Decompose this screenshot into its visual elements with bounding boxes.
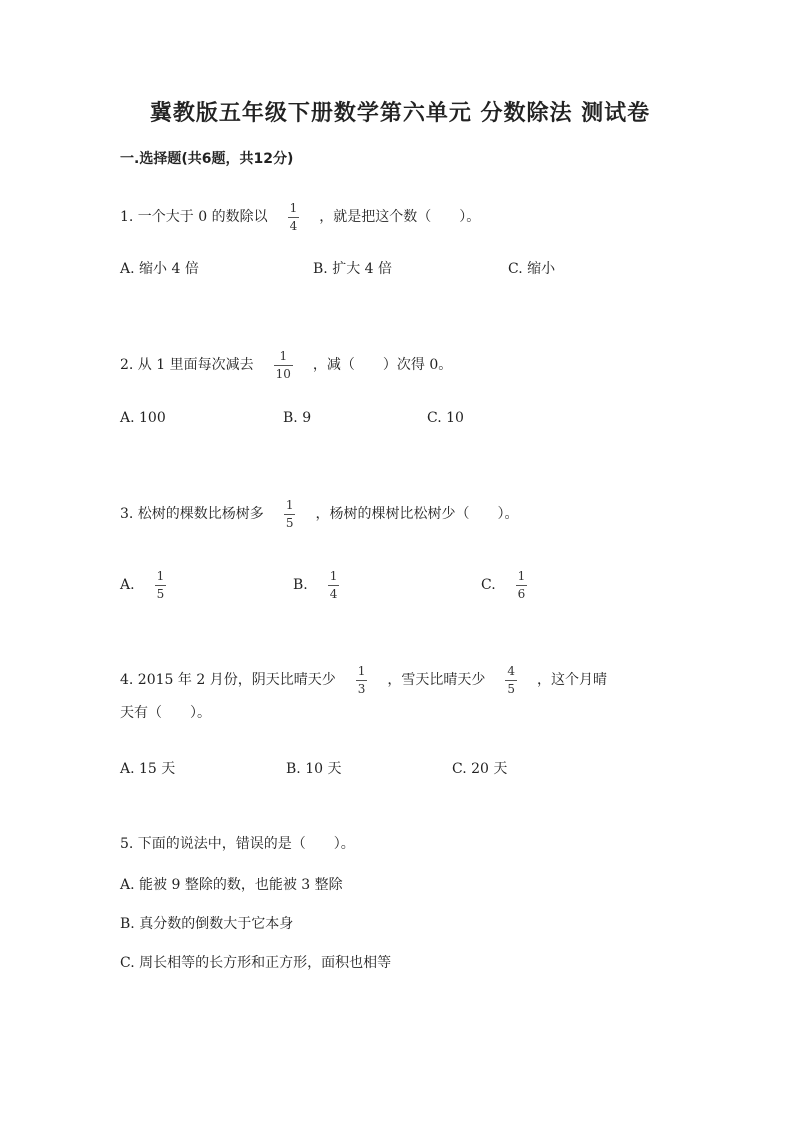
question-3-text-before: 3. 松树的棵数比杨树多 bbox=[120, 506, 264, 522]
fraction-denominator: 3 bbox=[357, 682, 366, 696]
fraction-numerator: 4 bbox=[507, 664, 515, 678]
fraction-denominator: 10 bbox=[275, 367, 291, 381]
fraction-numerator: 1 bbox=[517, 569, 526, 583]
option-fraction bbox=[155, 569, 167, 601]
fraction-denominator: 4 bbox=[329, 587, 338, 601]
question-2-option-c[interactable]: C. 10 bbox=[427, 410, 464, 426]
question-3-option-a[interactable] bbox=[120, 569, 186, 601]
question-5-option-c[interactable]: C. 周长相等的长方形和正方形，面积也相等 bbox=[120, 955, 392, 971]
question-4-option-a[interactable]: A. 15 天 bbox=[120, 761, 176, 777]
fraction-bar bbox=[155, 585, 167, 586]
option-label: C. bbox=[481, 577, 496, 593]
fraction-bar bbox=[284, 514, 296, 515]
fraction-bar bbox=[505, 680, 517, 681]
question-5-option-b[interactable]: B. 真分数的倒数大于它本身 bbox=[120, 916, 294, 932]
question-5-option-a[interactable]: A. 能被 9 整除的数，也能被 3 整除 bbox=[120, 877, 343, 893]
option-label: A. bbox=[120, 577, 135, 593]
fraction-numerator: 1 bbox=[357, 664, 366, 678]
fraction-numerator: 1 bbox=[289, 201, 298, 215]
fraction-numerator: 1 bbox=[156, 569, 165, 583]
question-4-fraction-1 bbox=[356, 664, 368, 696]
option-fraction bbox=[328, 569, 340, 601]
question-4-text-before: 4. 2015 年 2 月份，阴天比晴天少 bbox=[120, 672, 336, 688]
question-1-text-before: 1. 一个大于 0 的数除以 bbox=[120, 209, 268, 225]
question-1-option-a[interactable]: A. 缩小 4 倍 bbox=[120, 261, 199, 277]
question-4-option-c[interactable]: C. 20 天 bbox=[452, 761, 508, 777]
question-1 bbox=[120, 201, 480, 233]
fraction-numerator: 1 bbox=[329, 569, 338, 583]
question-1-fraction bbox=[288, 201, 300, 233]
fraction-bar bbox=[516, 585, 528, 586]
fraction-bar bbox=[356, 680, 368, 681]
fraction-denominator: 6 bbox=[517, 587, 526, 601]
fraction-denominator: 4 bbox=[289, 219, 298, 233]
question-2-text-before: 2. 从 1 里面每次减去 bbox=[120, 357, 254, 373]
fraction-numerator: 1 bbox=[285, 498, 294, 512]
fraction-denominator: 5 bbox=[156, 587, 165, 601]
section-heading: 一.选择题(共6题，共12分) bbox=[120, 151, 294, 167]
question-4-text-middle: ，雪天比晴天少 bbox=[387, 672, 486, 688]
question-1-option-b[interactable]: B. 扩大 4 倍 bbox=[313, 261, 392, 277]
question-2-text-after: ，减（ ）次得 0。 bbox=[312, 357, 453, 373]
question-3-option-c[interactable] bbox=[481, 569, 547, 601]
question-3 bbox=[120, 498, 518, 530]
question-2-fraction bbox=[274, 349, 293, 381]
question-4-line-2: 天有（ ）。 bbox=[120, 705, 211, 721]
fraction-bar bbox=[274, 365, 293, 366]
question-2-option-b[interactable]: B. 9 bbox=[283, 410, 312, 426]
question-4-fraction-2 bbox=[505, 664, 517, 696]
question-1-text-after: ，就是把这个数（ ）。 bbox=[319, 209, 481, 225]
question-3-option-b[interactable] bbox=[293, 569, 359, 601]
fraction-bar bbox=[288, 217, 300, 218]
fraction-numerator: 1 bbox=[279, 349, 288, 363]
question-3-text-after: ，杨树的棵树比松树少（ ）。 bbox=[315, 506, 519, 522]
question-2-option-a[interactable]: A. 100 bbox=[120, 410, 166, 426]
question-4-option-b[interactable]: B. 10 天 bbox=[286, 761, 342, 777]
question-5: 5. 下面的说法中，错误的是（ ）。 bbox=[120, 836, 355, 852]
fraction-denominator: 5 bbox=[507, 682, 515, 696]
fraction-denominator: 5 bbox=[285, 516, 294, 530]
option-fraction bbox=[516, 569, 528, 601]
question-2 bbox=[120, 349, 452, 381]
fraction-bar bbox=[328, 585, 340, 586]
question-1-option-c[interactable]: C. 缩小 bbox=[508, 261, 556, 277]
question-4 bbox=[120, 664, 607, 696]
question-3-fraction bbox=[284, 498, 296, 530]
option-label: B. bbox=[293, 577, 308, 593]
page-title: 冀教版五年级下册数学第六单元 分数除法 测试卷 bbox=[149, 101, 651, 126]
question-4-text-after: ，这个月晴 bbox=[536, 672, 607, 688]
